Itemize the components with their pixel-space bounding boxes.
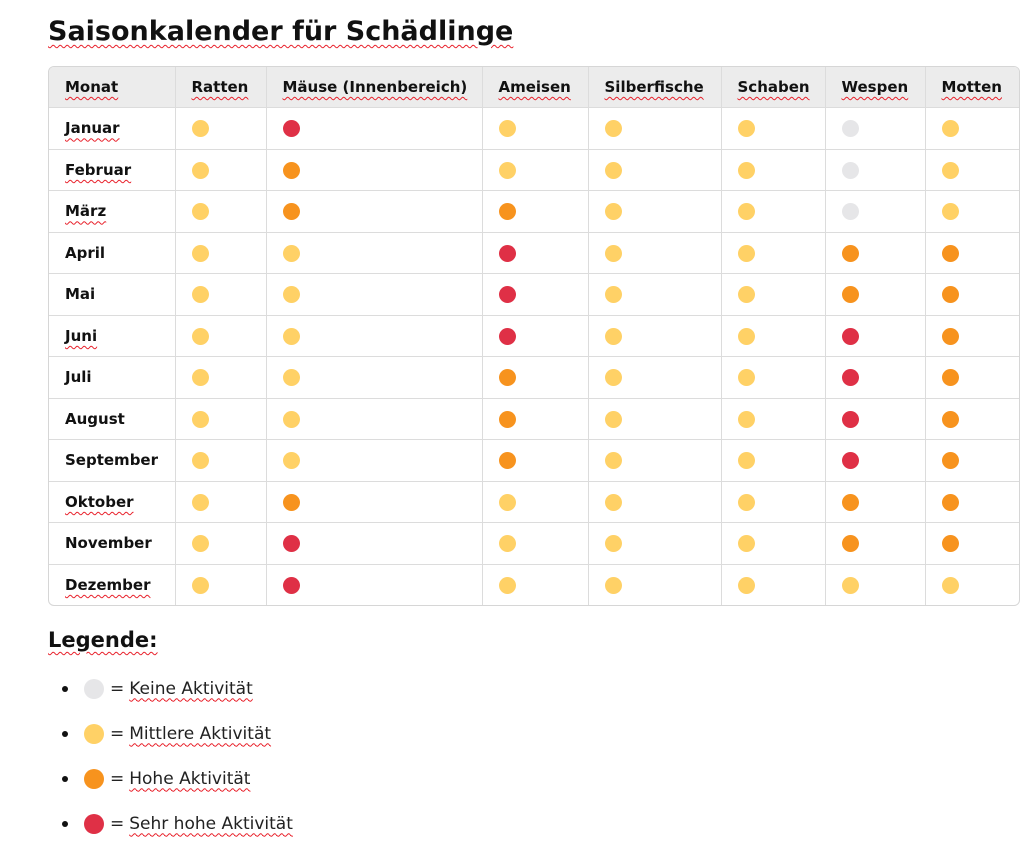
activity-dot-sehr-hoch [842, 369, 859, 386]
column-header-label: Ameisen [498, 78, 571, 96]
activity-dot-hoch [283, 203, 300, 220]
activity-cell [925, 481, 1019, 523]
activity-cell [925, 149, 1019, 191]
activity-dot-mittel [192, 535, 209, 552]
activity-dot-mittel [605, 203, 622, 220]
equals-sign: = [110, 678, 125, 699]
activity-cell [588, 108, 721, 150]
activity-cell [482, 481, 588, 523]
activity-cell [925, 440, 1019, 482]
activity-dot-sehr-hoch [499, 245, 516, 262]
activity-cell [266, 440, 482, 482]
activity-dot-mittel [738, 203, 755, 220]
pest-calendar-table-wrapper [48, 66, 1020, 606]
activity-dot-sehr-hoch [283, 577, 300, 594]
activity-cell [588, 481, 721, 523]
activity-cell [721, 357, 825, 399]
activity-dot-mittel [605, 120, 622, 137]
activity-cell [266, 398, 482, 440]
activity-dot-hoch [499, 369, 516, 386]
activity-dot-mittel [499, 120, 516, 137]
activity-cell [482, 398, 588, 440]
activity-cell [175, 523, 266, 565]
activity-cell [175, 357, 266, 399]
activity-dot-mittel [499, 494, 516, 511]
activity-dot-mittel [605, 452, 622, 469]
activity-dot-mittel [942, 162, 959, 179]
activity-dot-hoch [942, 411, 959, 428]
activity-dot-mittel [283, 245, 300, 262]
activity-cell [721, 315, 825, 357]
activity-cell [266, 191, 482, 233]
table-row [49, 398, 1019, 440]
legend-list [48, 666, 1024, 846]
month-cell [49, 564, 175, 605]
column-header-0 [49, 67, 175, 108]
activity-dot-keine [842, 203, 859, 220]
activity-dot-mittel [192, 411, 209, 428]
activity-cell [482, 191, 588, 233]
table-row [49, 274, 1019, 316]
activity-dot-mittel [738, 286, 755, 303]
activity-cell [825, 398, 925, 440]
table-header-row [49, 67, 1019, 108]
column-header-1 [175, 67, 266, 108]
activity-dot-sehr-hoch [499, 286, 516, 303]
activity-cell [825, 564, 925, 605]
activity-dot-mittel [605, 245, 622, 262]
month-label: Februar [65, 160, 132, 179]
activity-cell [266, 274, 482, 316]
activity-dot-mittel [738, 328, 755, 345]
activity-dot-sehr-hoch [842, 411, 859, 428]
activity-dot-hoch [942, 328, 959, 345]
activity-cell [721, 108, 825, 150]
activity-cell [175, 440, 266, 482]
activity-dot-mittel [738, 369, 755, 386]
activity-dot-sehr-hoch [283, 120, 300, 137]
table-row [49, 149, 1019, 191]
activity-dot-mittel [605, 286, 622, 303]
activity-dot-mittel [283, 286, 300, 303]
activity-cell [266, 481, 482, 523]
month-cell [49, 191, 175, 233]
activity-cell [925, 232, 1019, 274]
activity-dot-mittel [605, 162, 622, 179]
activity-cell [588, 315, 721, 357]
activity-cell [266, 523, 482, 565]
activity-dot-mittel [192, 577, 209, 594]
legend-item [62, 756, 1024, 801]
legend-item [62, 801, 1024, 846]
activity-dot-hoch [283, 494, 300, 511]
table-row [49, 108, 1019, 150]
legend-dot-hoch [84, 769, 104, 789]
activity-cell [825, 274, 925, 316]
equals-sign: = [110, 813, 125, 834]
activity-cell [266, 564, 482, 605]
month-label: Juni [65, 326, 98, 345]
activity-dot-sehr-hoch [842, 452, 859, 469]
month-cell [49, 398, 175, 440]
legend-label: Mittlere Aktivität [129, 723, 272, 744]
activity-cell [925, 398, 1019, 440]
column-header-label: Silberfische [604, 78, 704, 96]
activity-cell [175, 149, 266, 191]
activity-cell [721, 398, 825, 440]
activity-dot-mittel [192, 162, 209, 179]
activity-cell [721, 523, 825, 565]
activity-dot-mittel [192, 369, 209, 386]
legend-item [62, 666, 1024, 711]
activity-dot-hoch [283, 162, 300, 179]
activity-cell [721, 440, 825, 482]
activity-dot-mittel [738, 120, 755, 137]
month-label: März [65, 202, 107, 221]
month-label: Juli [65, 368, 92, 387]
activity-cell [825, 232, 925, 274]
activity-cell [721, 149, 825, 191]
activity-dot-sehr-hoch [499, 328, 516, 345]
activity-cell [588, 149, 721, 191]
activity-dot-mittel [499, 535, 516, 552]
page-title: Saisonkalender für Schädlinge [48, 16, 514, 47]
table-body [49, 108, 1019, 606]
column-header-label: Mäuse (Innenbereich) [282, 78, 468, 96]
month-cell [49, 523, 175, 565]
table-row [49, 564, 1019, 605]
month-label: Januar [65, 119, 120, 138]
activity-cell [175, 232, 266, 274]
activity-dot-hoch [942, 535, 959, 552]
activity-cell [175, 274, 266, 316]
activity-cell [175, 315, 266, 357]
activity-dot-mittel [605, 494, 622, 511]
activity-dot-mittel [738, 411, 755, 428]
legend-dot-mittel [84, 724, 104, 744]
activity-cell [588, 357, 721, 399]
activity-dot-mittel [738, 535, 755, 552]
activity-cell [925, 357, 1019, 399]
equals-sign: = [110, 768, 125, 789]
activity-dot-mittel [283, 452, 300, 469]
month-cell [49, 315, 175, 357]
legend-label: Hohe Aktivität [129, 768, 251, 789]
activity-dot-hoch [499, 203, 516, 220]
activity-cell [266, 357, 482, 399]
activity-cell [825, 357, 925, 399]
table-row [49, 357, 1019, 399]
month-cell [49, 274, 175, 316]
activity-dot-mittel [192, 203, 209, 220]
legend-dot-sehr-hoch [84, 814, 104, 834]
activity-cell [266, 108, 482, 150]
activity-dot-keine [842, 162, 859, 179]
equals-sign: = [110, 723, 125, 744]
activity-dot-mittel [192, 452, 209, 469]
activity-cell [588, 564, 721, 605]
month-cell [49, 357, 175, 399]
table-row [49, 523, 1019, 565]
column-header-2 [266, 67, 482, 108]
activity-cell [266, 149, 482, 191]
activity-dot-mittel [192, 120, 209, 137]
month-label: Mai [65, 285, 96, 304]
activity-cell [721, 274, 825, 316]
activity-cell [482, 440, 588, 482]
column-header-label: Motten [941, 78, 1002, 96]
activity-dot-mittel [942, 203, 959, 220]
activity-dot-mittel [942, 577, 959, 594]
activity-cell [482, 357, 588, 399]
activity-cell [175, 191, 266, 233]
legend-item [62, 711, 1024, 756]
activity-cell [925, 274, 1019, 316]
column-header-4 [588, 67, 721, 108]
activity-dot-mittel [192, 286, 209, 303]
activity-cell [175, 564, 266, 605]
activity-cell [721, 191, 825, 233]
activity-cell [482, 274, 588, 316]
column-header-7 [925, 67, 1019, 108]
pest-calendar-table [49, 67, 1019, 605]
table-row [49, 315, 1019, 357]
column-header-label: Wespen [841, 78, 909, 96]
activity-cell [925, 191, 1019, 233]
month-cell [49, 440, 175, 482]
legend-label: Sehr hohe Aktivität [129, 813, 293, 834]
activity-dot-mittel [605, 369, 622, 386]
bullet-icon [62, 776, 68, 782]
activity-dot-mittel [738, 162, 755, 179]
activity-cell [925, 564, 1019, 605]
activity-dot-mittel [842, 577, 859, 594]
activity-dot-hoch [942, 245, 959, 262]
activity-cell [825, 315, 925, 357]
activity-dot-mittel [283, 328, 300, 345]
activity-dot-mittel [283, 411, 300, 428]
legend-dot-keine [84, 679, 104, 699]
activity-dot-hoch [842, 494, 859, 511]
activity-dot-hoch [842, 286, 859, 303]
table-row [49, 481, 1019, 523]
activity-dot-mittel [192, 328, 209, 345]
activity-dot-sehr-hoch [842, 328, 859, 345]
activity-dot-mittel [499, 162, 516, 179]
activity-dot-mittel [605, 411, 622, 428]
table-row [49, 440, 1019, 482]
activity-cell [825, 191, 925, 233]
activity-dot-hoch [842, 245, 859, 262]
activity-cell [175, 398, 266, 440]
month-cell [49, 481, 175, 523]
activity-dot-mittel [605, 577, 622, 594]
activity-dot-mittel [283, 369, 300, 386]
activity-dot-mittel [192, 245, 209, 262]
activity-cell [482, 315, 588, 357]
activity-dot-keine [842, 120, 859, 137]
activity-cell [482, 523, 588, 565]
activity-dot-mittel [738, 577, 755, 594]
month-cell [49, 108, 175, 150]
activity-cell [588, 232, 721, 274]
table-row [49, 232, 1019, 274]
activity-cell [482, 149, 588, 191]
month-cell [49, 149, 175, 191]
table-row [49, 191, 1019, 233]
activity-cell [721, 232, 825, 274]
activity-cell [266, 232, 482, 274]
activity-dot-mittel [942, 120, 959, 137]
activity-cell [482, 108, 588, 150]
activity-dot-sehr-hoch [283, 535, 300, 552]
column-header-label: Schaben [737, 78, 810, 96]
activity-cell [825, 149, 925, 191]
activity-dot-mittel [738, 452, 755, 469]
column-header-label: Monat [65, 78, 119, 96]
activity-dot-mittel [738, 494, 755, 511]
activity-dot-mittel [605, 535, 622, 552]
month-label: August [65, 409, 125, 428]
month-label: Dezember [65, 575, 151, 594]
activity-cell [588, 274, 721, 316]
activity-cell [588, 191, 721, 233]
activity-cell [925, 108, 1019, 150]
activity-dot-hoch [499, 411, 516, 428]
column-header-label: Ratten [191, 78, 249, 96]
activity-cell [588, 523, 721, 565]
month-cell [49, 232, 175, 274]
month-label: November [65, 534, 152, 553]
legend-title: Legende: [48, 628, 158, 652]
column-header-5 [721, 67, 825, 108]
month-label: Oktober [65, 492, 134, 511]
activity-cell [588, 440, 721, 482]
activity-dot-mittel [738, 245, 755, 262]
month-label: April [65, 243, 106, 262]
activity-dot-hoch [842, 535, 859, 552]
month-label: September [65, 451, 158, 470]
activity-cell [175, 108, 266, 150]
activity-cell [825, 523, 925, 565]
activity-dot-hoch [942, 286, 959, 303]
activity-cell [925, 523, 1019, 565]
bullet-icon [62, 821, 68, 827]
activity-dot-hoch [942, 369, 959, 386]
activity-cell [925, 315, 1019, 357]
activity-dot-mittel [605, 328, 622, 345]
activity-cell [825, 481, 925, 523]
bullet-icon [62, 686, 68, 692]
column-header-6 [825, 67, 925, 108]
activity-cell [588, 398, 721, 440]
activity-cell [721, 481, 825, 523]
activity-cell [266, 315, 482, 357]
activity-dot-mittel [499, 577, 516, 594]
activity-cell [721, 564, 825, 605]
activity-cell [482, 232, 588, 274]
legend-label: Keine Aktivität [129, 678, 253, 699]
bullet-icon [62, 731, 68, 737]
activity-dot-mittel [192, 494, 209, 511]
activity-dot-hoch [499, 452, 516, 469]
activity-cell [482, 564, 588, 605]
column-header-3 [482, 67, 588, 108]
activity-dot-hoch [942, 452, 959, 469]
activity-dot-hoch [942, 494, 959, 511]
activity-cell [825, 440, 925, 482]
activity-cell [175, 481, 266, 523]
activity-cell [825, 108, 925, 150]
